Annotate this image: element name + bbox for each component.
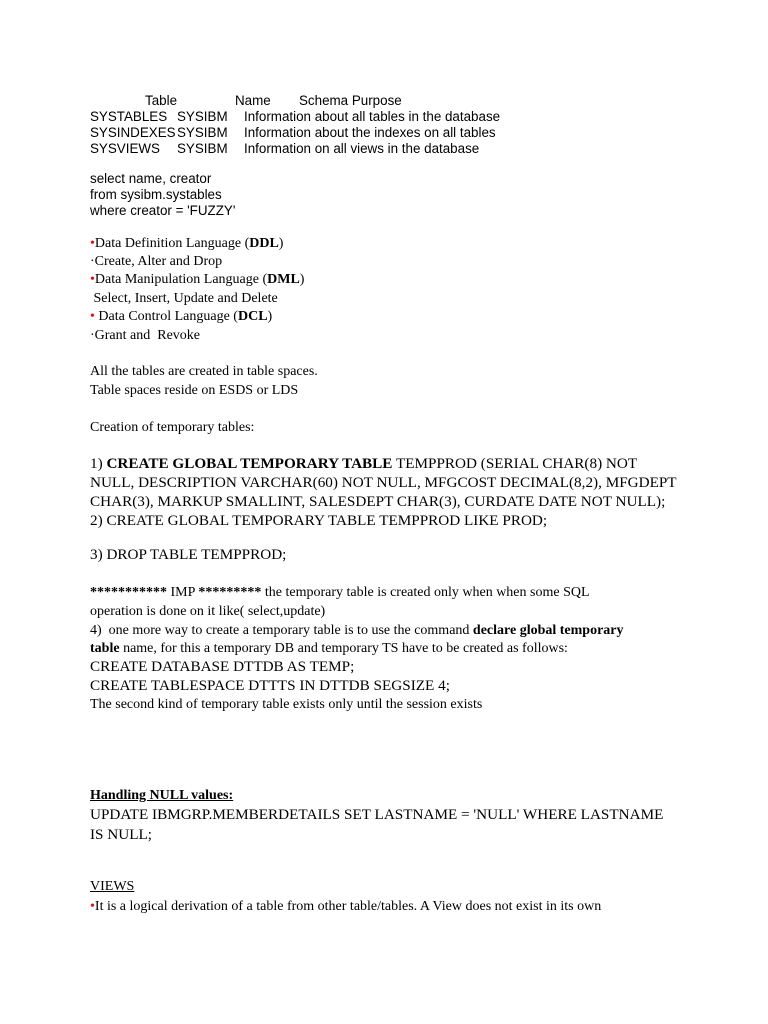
null-line-1: UPDATE IBMGRP.MEMBERDETAILS SET LASTNAME = 'NULL' WHERE LASTNAME	[90, 806, 664, 823]
language-item-ddl: •Data Definition Language (DDL)	[90, 236, 284, 251]
language-item-dml: •Data Manipulation Language (DML)	[90, 272, 305, 287]
catalog-cell: SYSINDEXES	[90, 125, 176, 140]
catalog-cell: SYSIBM	[177, 141, 228, 156]
catalog-cell: SYSIBM	[177, 109, 228, 124]
temp-tables-heading: Creation of temporary tables:	[90, 420, 255, 435]
null-line-2: IS NULL;	[90, 826, 153, 843]
language-item-dcl: • Data Control Language (DCL)	[90, 309, 273, 324]
imp-line-7: The second kind of temporary table exists only until the session exists	[90, 697, 483, 712]
language-desc-dml: Select, Insert, Update and Delete	[90, 291, 278, 306]
imp-line-2: operation is done on it like( select,update)	[90, 604, 326, 619]
imp-line-1: *********** IMP ********* the temporary table is created only when when some SQL	[90, 585, 590, 600]
query-line: from sysibm.systables	[90, 187, 222, 202]
temp-line-5: 3) DROP TABLE TEMPPROD;	[90, 546, 287, 563]
bullet-icon: •	[90, 309, 99, 324]
imp-line-5: CREATE DATABASE DTTDB AS TEMP;	[90, 658, 355, 675]
temp-line-1: 1) CREATE GLOBAL TEMPORARY TABLE TEMPPROD (SERIAL CHAR(8) NOT	[90, 455, 638, 472]
views-heading: VIEWS	[90, 879, 135, 894]
tablespace-line: Table spaces reside on ESDS or LDS	[90, 383, 299, 398]
bullet-icon: •	[90, 899, 95, 914]
imp-line-6: CREATE TABLESPACE DTTTS IN DTTDB SEGSIZE 4;	[90, 677, 450, 694]
language-desc-dcl: ·Grant and Revoke	[90, 328, 201, 343]
catalog-cell: Information on all views in the database	[244, 141, 480, 156]
temp-line-3: CHAR(3), MARKUP SMALLINT, SALESDEPT CHAR(3), CURDATE DATE NOT NULL);	[90, 493, 666, 510]
views-line-1: •It is a logical derivation of a table from other table/tables. A View does not exist in its own	[90, 899, 602, 914]
catalog-cell: SYSTABLES	[90, 109, 168, 124]
catalog-cell: SYSVIEWS	[90, 141, 160, 156]
imp-line-3: 4) one more way to create a temporary table is to use the command declare global temporary	[90, 623, 624, 638]
temp-line-2: NULL, DESCRIPTION VARCHAR(60) NOT NULL, MFGCOST DECIMAL(8,2), MFGDEPT	[90, 474, 677, 491]
query-line: select name, creator	[90, 171, 212, 186]
catalog-cell: SYSIBM	[177, 125, 228, 140]
temp-line-4: 2) CREATE GLOBAL TEMPORARY TABLE TEMPPROD LIKE PROD;	[90, 512, 548, 529]
catalog-header-schema-purpose: Schema Purpose	[299, 93, 402, 108]
imp-line-4: table name, for this a temporary DB and temporary TS have to be created as follows:	[90, 641, 568, 656]
language-desc-ddl: ·Create, Alter and Drop	[90, 254, 223, 269]
catalog-header-table: Table	[145, 93, 178, 108]
bullet-icon: •	[90, 272, 95, 287]
bullet-icon: •	[90, 236, 95, 251]
catalog-cell: Information about all tables in the database	[244, 109, 501, 124]
catalog-cell: Information about the indexes on all tables	[244, 125, 496, 140]
null-heading: Handling NULL values:	[90, 788, 234, 803]
catalog-header-name: Name	[235, 93, 271, 108]
query-line: where creator = 'FUZZY'	[90, 203, 236, 218]
tablespace-line: All the tables are created in table spaces.	[90, 364, 318, 379]
